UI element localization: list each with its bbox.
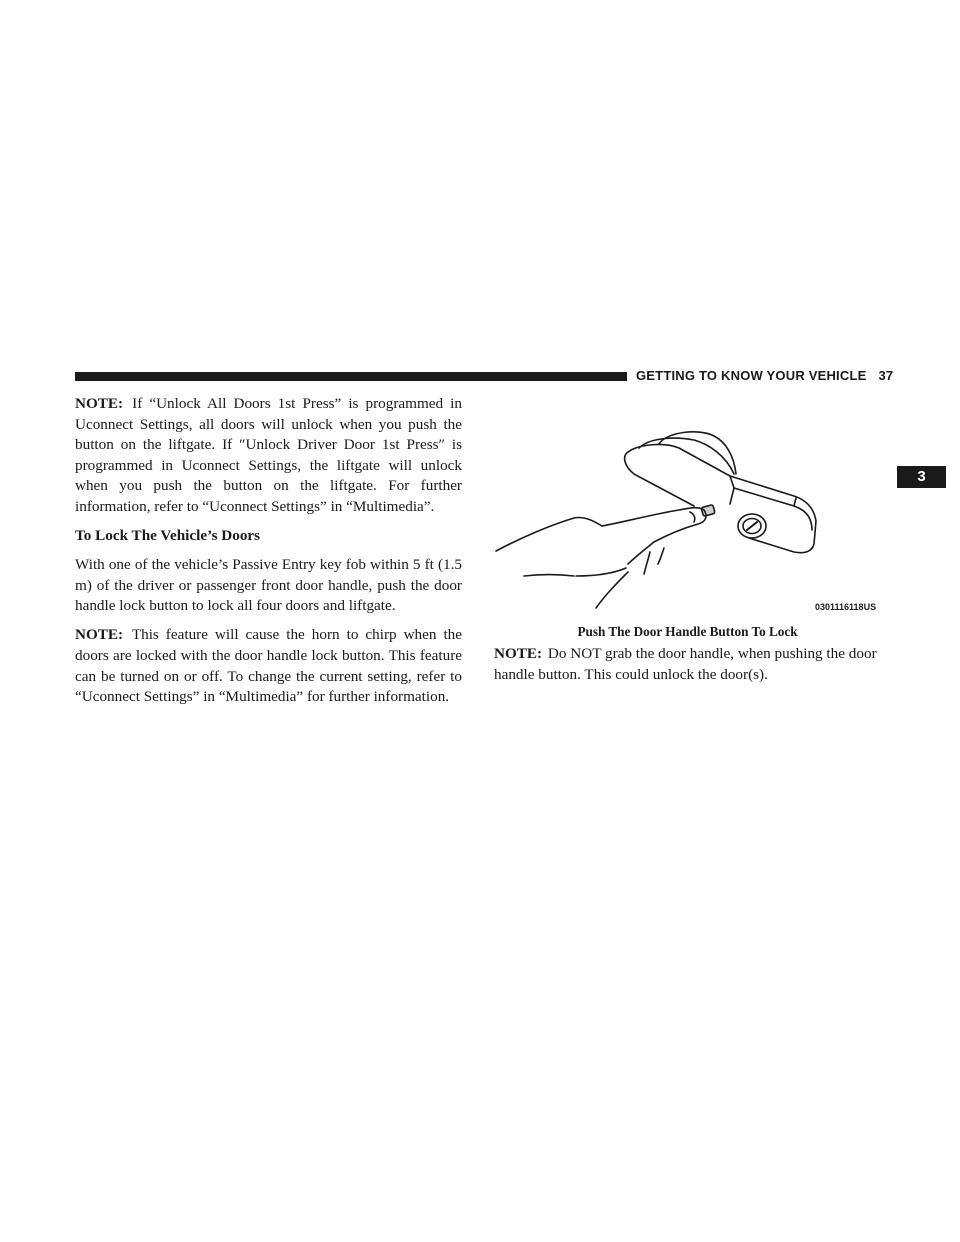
note-text: This feature will cause the horn to chirp when the doors are locked with the door handle lock button. This feature can be turned on or off. To change the current setting, refer to “Uconnect Settings” in “Multimedia” for further information. xyxy=(75,626,462,706)
note-label: NOTE: xyxy=(75,395,124,412)
left-column xyxy=(75,394,462,716)
figure-code: 0301116118US xyxy=(815,602,877,612)
section-title: GETTING TO KNOW YOUR VEHICLE xyxy=(636,368,867,383)
page-number: 37 xyxy=(878,368,894,383)
note-label: NOTE: xyxy=(494,645,543,662)
chapter-tab[interactable]: 3 xyxy=(897,466,946,488)
note-paragraph xyxy=(75,394,462,518)
section-heading: To Lock The Vehicle’s Doors xyxy=(75,527,261,545)
lock-button-icon xyxy=(701,505,715,517)
hand-icon xyxy=(496,508,706,608)
figure-caption: Push The Door Handle Button To Lock xyxy=(577,624,798,639)
body-paragraph: With one of the vehicle’s Passive Entry key fob within 5 ft (1.5 m) of the driver or passenger front door handle, push the door handle lock button to lock all four doors and liftgate. xyxy=(75,556,462,615)
header-rule xyxy=(75,372,627,381)
note-paragraph xyxy=(75,625,462,707)
running-header xyxy=(636,368,893,383)
door-handle-illustration xyxy=(494,426,894,616)
note-paragraph xyxy=(494,644,887,685)
door-handle-shape xyxy=(625,432,816,553)
note-label: NOTE: xyxy=(75,626,124,644)
note-text: Do NOT grab the door handle, when pushing the door handle button. This could unlock the door(s). xyxy=(494,645,877,683)
lock-cylinder-icon xyxy=(738,514,766,538)
right-column xyxy=(494,644,887,685)
note-text: If “Unlock All Doors 1st Press” is programmed in Uconnect Settings, all doors will unlock when you push the button on the liftgate. If ″Unlock Driver Door 1st Press″ is programmed in Uconnect Settings, the liftgate will unlock when you push the button on the liftgate. For further information, refer to “Uconnect Settings” in “Multimedia”. xyxy=(75,395,462,515)
